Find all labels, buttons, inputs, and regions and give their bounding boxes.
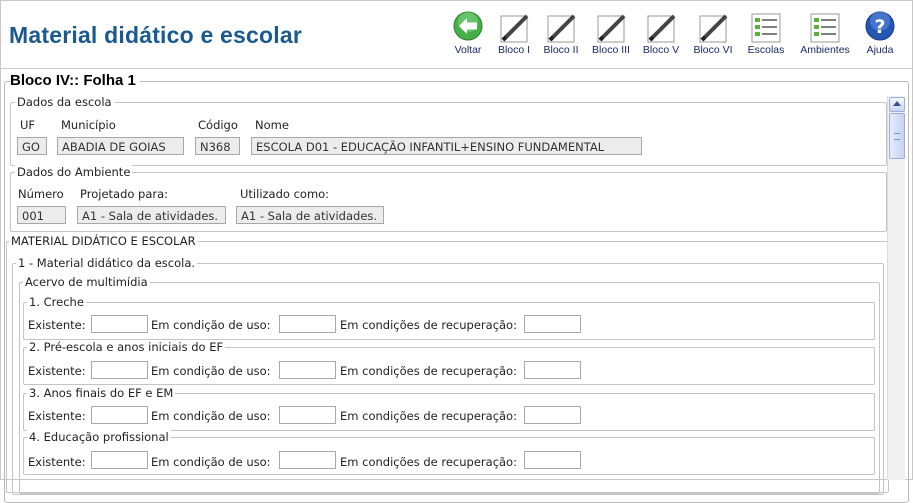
multimedia-legend: Acervo de multimídia [25, 275, 148, 289]
projetado-field: A1 - Sala de atividades. [77, 206, 226, 224]
em-uso-label: Em condição de uso: [151, 409, 271, 423]
existente-input[interactable] [91, 451, 148, 469]
section-title: Bloco IV:: Folha 1 [10, 72, 140, 89]
nome-field: ESCOLA D01 - EDUCAÇÃO INFANTIL+ENSINO FUNDAMENTAL [251, 137, 642, 155]
ambientes-button[interactable] [797, 8, 853, 64]
ambientes-label: Ambientes [800, 44, 850, 56]
back-arrow-icon [451, 10, 485, 44]
ajuda-button[interactable] [860, 8, 900, 64]
existente-input[interactable] [91, 406, 148, 424]
svg-text:?: ? [874, 16, 886, 38]
codigo-field: N368 [195, 137, 240, 155]
material-legend: MATERIAL DIDÁTICO E ESCOLAR [11, 234, 196, 248]
bloco-vi-button[interactable] [690, 8, 736, 64]
vertical-scrollbar[interactable] [887, 96, 905, 480]
level-title: 3. Anos finais do EF e EM [29, 386, 174, 400]
pencil-icon [594, 10, 628, 44]
voltar-button[interactable] [448, 8, 488, 64]
codigo-label: Código [198, 118, 238, 132]
bloco-ii-button[interactable] [539, 8, 583, 64]
existente-label: Existente: [28, 409, 86, 423]
level-title: 2. Pré-escola e anos iniciais do EF [29, 340, 224, 354]
municipio-field: ABADIA DE GOIAS [57, 137, 184, 155]
recuperacao-input[interactable] [524, 361, 581, 379]
pencil-icon [544, 10, 578, 44]
escolas-label: Escolas [747, 44, 785, 56]
existente-label: Existente: [28, 364, 86, 378]
em-uso-input[interactable] [279, 451, 336, 469]
numero-field: 001 [17, 206, 66, 224]
bloco-v-label: Bloco V [642, 44, 680, 56]
environment-data-legend: Dados do Ambiente [17, 165, 131, 179]
help-icon [863, 10, 897, 44]
recuperacao-label: Em condições de recuperação: [340, 455, 517, 469]
pencil-icon [644, 10, 678, 44]
municipio-label: Município [61, 118, 116, 132]
checklist-icon [808, 10, 842, 44]
bloco-ii-label: Bloco II [543, 44, 579, 56]
recuperacao-input[interactable] [524, 451, 581, 469]
pencil-icon [696, 10, 730, 44]
level-title: 4. Educação profissional [29, 430, 169, 444]
pencil-icon [497, 10, 531, 44]
bloco-i-label: Bloco I [497, 44, 531, 56]
level-title: 1. Creche [29, 295, 84, 309]
header [0, 0, 913, 69]
em-uso-label: Em condição de uso: [151, 318, 271, 332]
em-uso-input[interactable] [279, 315, 336, 333]
app-title: Material didático e escolar [9, 22, 303, 48]
voltar-label: Voltar [454, 44, 482, 56]
em-uso-label: Em condição de uso: [151, 364, 271, 378]
em-uso-label: Em condição de uso: [151, 455, 271, 469]
scroll-up-button[interactable] [889, 97, 905, 112]
material-escola-legend: 1 - Material didático da escola. [18, 256, 196, 270]
bloco-vi-label: Bloco VI [693, 44, 733, 56]
recuperacao-input[interactable] [524, 315, 581, 333]
recuperacao-input[interactable] [524, 406, 581, 424]
recuperacao-label: Em condições de recuperação: [340, 409, 517, 423]
uf-label: UF [20, 118, 36, 132]
bloco-iii-label: Bloco III [592, 44, 630, 56]
em-uso-input[interactable] [279, 406, 336, 424]
existente-label: Existente: [28, 318, 86, 332]
bloco-i-button[interactable] [493, 8, 535, 64]
existente-input[interactable] [91, 361, 148, 379]
existente-label: Existente: [28, 455, 86, 469]
projetado-label: Projetado para: [80, 187, 169, 201]
bloco-iii-button[interactable] [588, 8, 634, 64]
school-data-legend: Dados da escola [17, 95, 112, 109]
ajuda-label: Ajuda [866, 44, 894, 56]
recuperacao-label: Em condições de recuperação: [340, 364, 517, 378]
nome-label: Nome [255, 118, 289, 132]
em-uso-input[interactable] [279, 361, 336, 379]
numero-label: Número [18, 187, 64, 201]
school-data-fieldset [10, 95, 887, 166]
checklist-icon [749, 10, 783, 44]
recuperacao-label: Em condições de recuperação: [340, 318, 517, 332]
existente-input[interactable] [91, 315, 148, 333]
utilizado-field: A1 - Sala de atividades. [236, 206, 384, 224]
scroll-thumb[interactable] [889, 113, 905, 159]
escolas-button[interactable] [743, 8, 789, 64]
utilizado-label: Utilizado como: [240, 187, 330, 201]
uf-field: GO [17, 137, 47, 155]
bloco-v-button[interactable] [639, 8, 683, 64]
